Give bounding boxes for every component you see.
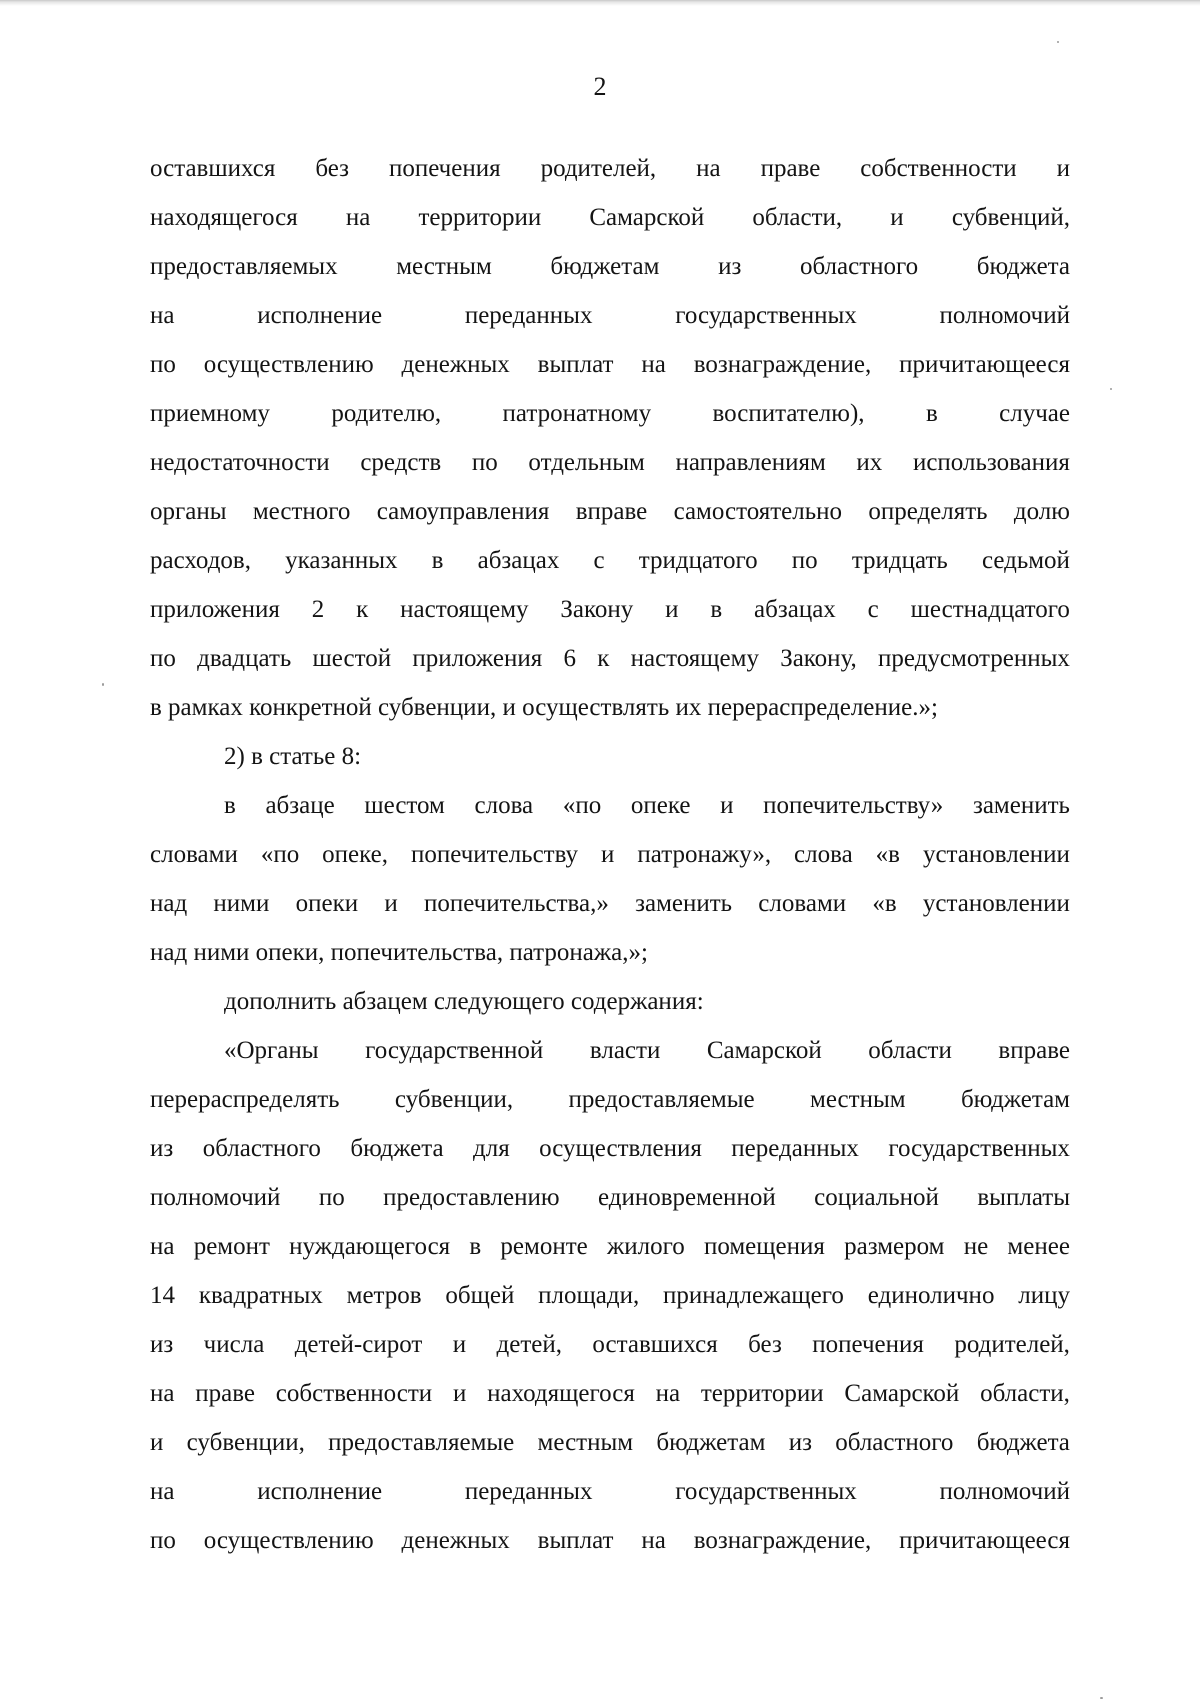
- text-line: [150, 781, 1070, 830]
- word: указанных: [285, 547, 398, 574]
- word: единолично: [867, 1282, 995, 1309]
- word: по: [471, 449, 498, 476]
- text-line: [150, 193, 1070, 242]
- word: шестом: [364, 792, 445, 819]
- word: и: [384, 890, 398, 917]
- word: без: [748, 1331, 782, 1358]
- word: «по: [562, 792, 602, 819]
- text-line: [150, 438, 1070, 487]
- word: и: [720, 792, 734, 819]
- word: местного: [252, 498, 351, 525]
- word: территории: [700, 1380, 824, 1407]
- word: выплат: [537, 1527, 614, 1554]
- text-line: [150, 1173, 1070, 1222]
- text-line: [150, 389, 1070, 438]
- word: власти: [589, 1037, 661, 1064]
- word: попечительства,»: [423, 890, 609, 917]
- word: выплаты: [977, 1184, 1070, 1211]
- word: денежных: [401, 351, 510, 378]
- word: вправе: [998, 1037, 1070, 1064]
- word: на: [655, 1380, 681, 1407]
- word: на: [641, 351, 666, 378]
- word: переданных: [464, 1478, 593, 1505]
- word: находящегося: [150, 204, 298, 231]
- word: Самарской: [589, 204, 705, 231]
- word: попечительству: [411, 841, 579, 868]
- word: отдельным: [528, 449, 645, 476]
- word: площади,: [538, 1282, 640, 1309]
- text-line: [150, 1418, 1070, 1467]
- word: переданных: [464, 302, 593, 329]
- word: нуждающегося: [289, 1233, 451, 1260]
- word: субвенций,: [951, 204, 1070, 231]
- word: с: [867, 596, 879, 623]
- word: настоящему: [400, 596, 529, 623]
- word: денежных: [401, 1527, 510, 1554]
- word: детей,: [496, 1331, 562, 1358]
- word: словами: [758, 890, 847, 917]
- word: абзаце: [265, 792, 335, 819]
- word: слова: [794, 841, 853, 868]
- word: на: [150, 1478, 175, 1505]
- word: находящегося: [487, 1380, 635, 1407]
- word: шестнадцатого: [910, 596, 1070, 623]
- word: и: [150, 1429, 164, 1456]
- word: государственной: [365, 1037, 544, 1064]
- word: лицу: [1018, 1282, 1070, 1309]
- word: вознаграждение,: [693, 1527, 872, 1554]
- text-line: [150, 585, 1070, 634]
- word: из: [718, 253, 742, 280]
- word: и: [1056, 155, 1070, 182]
- document-body: [150, 144, 1070, 1565]
- word: бюджетам: [656, 1429, 766, 1456]
- scan-top-edge: [0, 0, 1200, 6]
- word: родителю,: [331, 400, 442, 427]
- word: государственных: [675, 1478, 857, 1505]
- word: словами: [150, 841, 238, 868]
- word: государственных: [675, 302, 857, 329]
- word: по: [150, 351, 176, 378]
- word: из: [150, 1331, 174, 1358]
- word: государственных: [888, 1135, 1070, 1162]
- word: полномочий: [939, 302, 1070, 329]
- word: собственности: [860, 155, 1017, 182]
- word: перераспределять: [150, 1086, 340, 1113]
- text-line: [150, 144, 1070, 193]
- word: Самарской: [706, 1037, 822, 1064]
- word: осуществлению: [203, 1527, 374, 1554]
- word: области,: [752, 204, 843, 231]
- word: установлении: [922, 841, 1070, 868]
- word: приложения: [150, 596, 280, 623]
- word: общей: [445, 1282, 515, 1309]
- word: 14: [150, 1282, 175, 1309]
- word: областного: [202, 1135, 321, 1162]
- word: в: [710, 596, 723, 623]
- word: тридцатого: [638, 547, 758, 574]
- word: оставшихся: [150, 155, 276, 182]
- word: бюджетам: [960, 1086, 1070, 1113]
- word: переданных: [731, 1135, 859, 1162]
- word: 6: [563, 645, 576, 672]
- word: «в: [875, 841, 900, 868]
- word: на: [150, 1233, 175, 1260]
- text-line: в рамках конкретной субвенции, и осуществлять их перераспределение.»;: [150, 694, 938, 721]
- text-line: [150, 242, 1070, 291]
- text-line: 2) в статье 8:: [224, 743, 362, 770]
- word: по: [318, 1184, 345, 1211]
- word: Самарской: [844, 1380, 960, 1407]
- word: на: [150, 1380, 175, 1407]
- word: тридцать: [851, 547, 948, 574]
- word: заменить: [635, 890, 733, 917]
- word: предоставляемых: [150, 253, 338, 280]
- text-line: [150, 487, 1070, 536]
- page-number: 2: [593, 72, 607, 101]
- scan-speck: [1100, 1697, 1103, 1699]
- word: из: [788, 1429, 812, 1456]
- word: исполнение: [257, 1478, 383, 1505]
- word: к: [597, 645, 610, 672]
- word: и: [452, 1380, 467, 1407]
- word: опеке,: [322, 841, 389, 868]
- word: оставшихся: [592, 1331, 718, 1358]
- text-line: [150, 291, 1070, 340]
- word: метров: [346, 1282, 422, 1309]
- text-line: дополнить абзацем следующего содержания:: [224, 988, 704, 1015]
- word: для: [473, 1135, 510, 1162]
- word: квадратных: [198, 1282, 323, 1309]
- word: предусмотренных: [878, 645, 1070, 672]
- word: полномочий: [150, 1184, 281, 1211]
- word: областного: [799, 253, 919, 280]
- word: территории: [418, 204, 542, 231]
- text-line: [150, 1467, 1070, 1516]
- text-line: [150, 634, 1070, 683]
- word: собственности: [275, 1380, 433, 1407]
- text-line: [150, 1320, 1070, 1369]
- word: Закону: [560, 596, 634, 623]
- word: «в: [872, 890, 897, 917]
- word: субвенции,: [394, 1086, 514, 1113]
- word: попечения: [812, 1331, 924, 1358]
- word: и: [601, 841, 615, 868]
- word: по: [150, 1527, 176, 1554]
- word: приложения: [412, 645, 543, 672]
- text-line: [150, 1369, 1070, 1418]
- word: предоставляемые: [328, 1429, 515, 1456]
- text-line: [150, 1271, 1070, 1320]
- word: патронатному: [502, 400, 652, 427]
- word: областного: [835, 1429, 954, 1456]
- text-line: [150, 1222, 1070, 1271]
- word: бюджета: [976, 253, 1070, 280]
- text-line: [150, 1026, 1070, 1075]
- word: причитающееся: [899, 1527, 1070, 1554]
- word: помещения: [703, 1233, 825, 1260]
- word: ремонт: [193, 1233, 270, 1260]
- word: бюджетам: [550, 253, 660, 280]
- word: детей-сирот: [294, 1331, 423, 1358]
- word: ремонте: [500, 1233, 588, 1260]
- scan-speck: [1110, 388, 1112, 390]
- word: праве: [195, 1380, 255, 1407]
- word: в: [925, 400, 938, 427]
- word: попечения: [388, 155, 501, 182]
- word: родителей,: [540, 155, 657, 182]
- word: без: [315, 155, 349, 182]
- word: ними: [213, 890, 270, 917]
- word: субвенции,: [186, 1429, 305, 1456]
- word: бюджета: [350, 1135, 444, 1162]
- paragraph-quoted-text: [150, 1026, 1070, 1565]
- scan-speck: [1057, 41, 1059, 43]
- word: из: [150, 1135, 174, 1162]
- word: исполнение: [257, 302, 383, 329]
- word: единовременной: [598, 1184, 776, 1211]
- text-line: [150, 536, 1070, 585]
- text-line: [150, 879, 1070, 928]
- word: области: [868, 1037, 952, 1064]
- word: попечительству»: [763, 792, 944, 819]
- word: причитающееся: [899, 351, 1070, 378]
- word: заменить: [972, 792, 1070, 819]
- word: слова: [474, 792, 534, 819]
- word: предоставлению: [383, 1184, 560, 1211]
- word: недостаточности: [150, 449, 330, 476]
- word: полномочий: [939, 1478, 1070, 1505]
- word: опеке: [630, 792, 691, 819]
- word: на: [345, 204, 371, 231]
- word: опеки: [295, 890, 359, 917]
- paragraph-amendment-1: [150, 781, 1070, 977]
- word: установлении: [922, 890, 1070, 917]
- word: осуществлению: [203, 351, 374, 378]
- word: местным: [810, 1086, 906, 1113]
- word: местным: [396, 253, 492, 280]
- word: над: [150, 890, 188, 917]
- word: приемному: [150, 400, 270, 427]
- word: самостоятельно: [673, 498, 842, 525]
- word: случае: [999, 400, 1070, 427]
- word: вознаграждение,: [693, 351, 872, 378]
- word: числа: [203, 1331, 265, 1358]
- word: использования: [912, 449, 1070, 476]
- word: воспитателю),: [712, 400, 865, 427]
- word: патронажу»,: [637, 841, 772, 868]
- text-line: [150, 1516, 1070, 1565]
- word: их: [856, 449, 883, 476]
- word: родителей,: [954, 1331, 1070, 1358]
- word: по: [150, 645, 176, 672]
- word: осуществления: [539, 1135, 702, 1162]
- word: и: [665, 596, 679, 623]
- word: «Органы: [224, 1037, 319, 1064]
- word: на: [641, 1527, 666, 1554]
- word: не: [963, 1233, 989, 1260]
- word: долю: [1013, 498, 1070, 525]
- word: социальной: [814, 1184, 939, 1211]
- word: принадлежащего: [663, 1282, 844, 1309]
- word: самоуправления: [376, 498, 550, 525]
- word: направлениям: [675, 449, 826, 476]
- word: размером: [844, 1233, 945, 1260]
- word: определять: [868, 498, 988, 525]
- paragraph-item-2: [150, 732, 1070, 781]
- word: с: [593, 547, 605, 574]
- word: в: [431, 547, 444, 574]
- text-line: [150, 1075, 1070, 1124]
- word: на: [696, 155, 721, 182]
- paragraph-amendment-2: [150, 977, 1070, 1026]
- word: по: [791, 547, 818, 574]
- scan-speck: [102, 683, 104, 686]
- word: бюджета: [976, 1429, 1070, 1456]
- word: 2: [311, 596, 325, 623]
- word: жилого: [606, 1233, 685, 1260]
- word: и: [452, 1331, 467, 1358]
- text-line: [150, 340, 1070, 389]
- text-line: [150, 830, 1070, 879]
- word: предоставляемые: [568, 1086, 755, 1113]
- word: средств: [360, 449, 442, 476]
- word: в: [224, 792, 236, 819]
- word: Закону,: [780, 645, 857, 672]
- text-line: [150, 1124, 1070, 1173]
- word: шестой: [312, 645, 392, 672]
- word: в: [469, 1233, 482, 1260]
- word: седьмой: [981, 547, 1070, 574]
- word: и: [890, 204, 904, 231]
- word: «по: [260, 841, 300, 868]
- word: выплат: [537, 351, 614, 378]
- word: абзацах: [754, 596, 836, 623]
- word: настоящему: [630, 645, 759, 672]
- paragraph-continuation: [150, 144, 1070, 732]
- word: вправе: [575, 498, 648, 525]
- word: местным: [537, 1429, 634, 1456]
- word: на: [150, 302, 175, 329]
- word: органы: [150, 498, 227, 525]
- word: области,: [980, 1380, 1070, 1407]
- word: к: [356, 596, 369, 623]
- word: расходов,: [150, 547, 251, 574]
- word: абзацах: [477, 547, 560, 574]
- word: праве: [760, 155, 821, 182]
- word: двадцать: [197, 645, 292, 672]
- text-line: над ними опеки, попечительства, патронажа,»;: [150, 939, 648, 966]
- word: менее: [1007, 1233, 1070, 1260]
